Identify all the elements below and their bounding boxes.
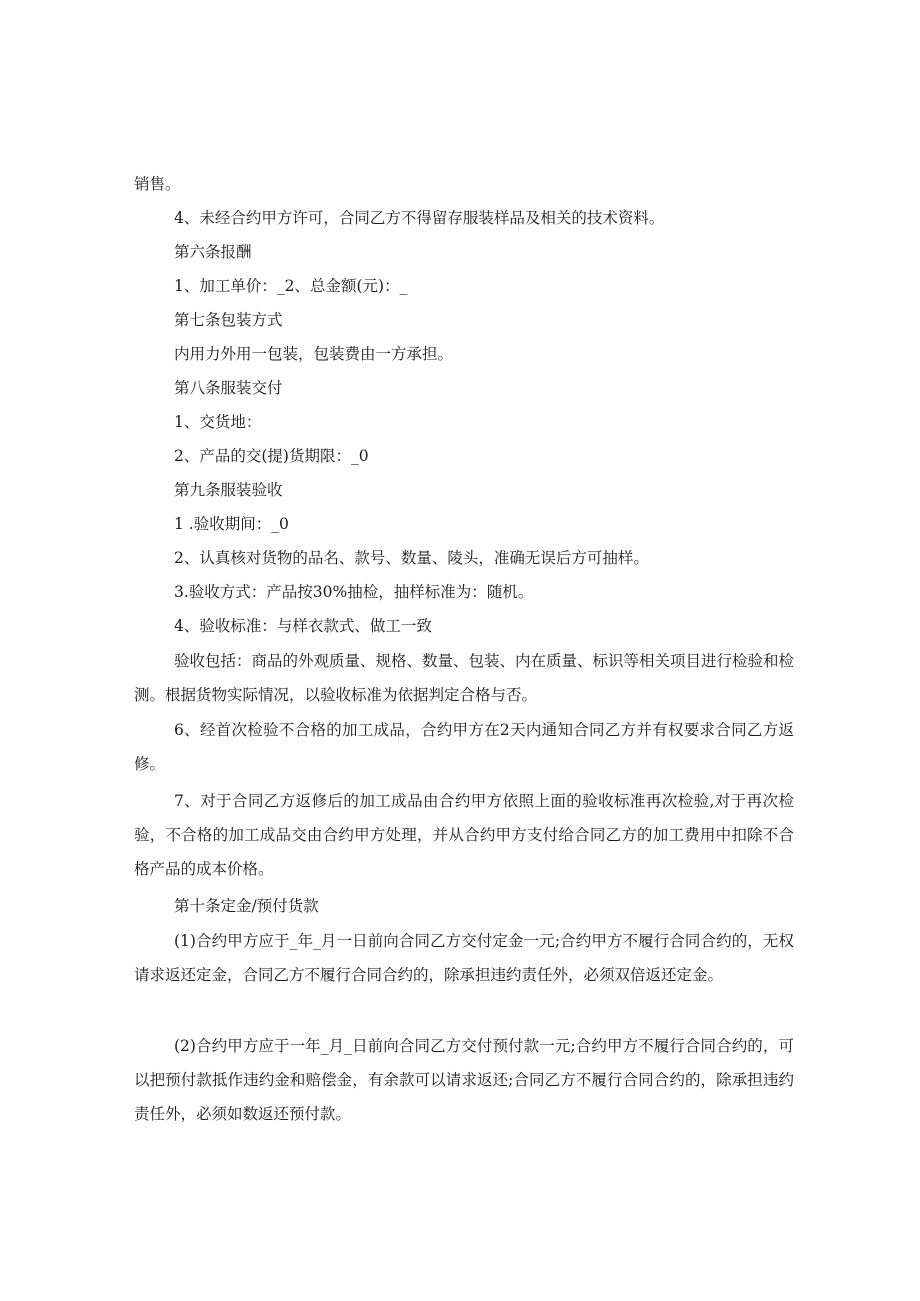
clause-10-2: (2)合约甲方应于一年_月_日前向合同乙方交付预付款一元;合约甲方不履行合同合约的，可以把预付款抵作违约金和赔偿金，有余款可以请求返还;合同乙方不履行合同合约的，除承担违约责任外，必须如数返还预付款。	[134, 1037, 794, 1123]
clause-9-1: 1 .验收期间：_0	[174, 515, 289, 533]
clause-5-4: 4、未经合约甲方许可，合同乙方不得留存服装样品及相关的技术资料。	[174, 209, 665, 227]
article-8-heading: 第八条服装交付	[174, 379, 283, 397]
clause-9-2: 2、认真核对货物的品名、款号、数量、陵头，准确无误后方可抽样。	[174, 549, 649, 567]
clause-9-7: 7、对于合同乙方返修后的加工成品由合约甲方依照上面的验收标准再次检验,对于再次检验，不合格的加工成品交由合约甲方处理，并从合约甲方支付给合同乙方的加工费用中扣除不合格产品的成本价格。	[134, 792, 794, 878]
clause-8-2: 2、产品的交(提)货期限：_0	[174, 447, 369, 465]
clause-10-1: (1)合约甲方应于_年_月一日前向合同乙方交付定金一元;合约甲方不履行合同合约的，无权请求返还定金，合同乙方不履行合同合约的，除承担违约责任外，必须双倍返还定金。	[134, 932, 794, 984]
article-10-heading: 第十条定金/预付货款	[174, 897, 319, 915]
clause-6-1: 1、加工单价：_2、总金额(元)：_	[174, 277, 408, 295]
paragraph-sale-end: 销售。	[134, 175, 181, 193]
clause-9-6: 6、经首次检验不合格的加工成品，合约甲方在2天内通知合同乙方并有权要求合同乙方返修。	[134, 721, 794, 773]
article-6-heading: 第六条报酬	[174, 243, 252, 261]
clause-8-1: 1、交货地：	[174, 413, 262, 431]
article-7-heading: 第七条包装方式	[174, 311, 283, 329]
clause-9-4: 4、验收标准：与样衣款式、做工一致	[174, 617, 432, 635]
article-9-heading: 第九条服装验收	[174, 481, 283, 499]
clause-9-3: 3.验收方式：产品按30%抽检，抽样标准为：随机。	[174, 583, 534, 601]
clause-9-scope: 验收包括：商品的外观质量、规格、数量、包装、内在质量、标识等相关项目进行检验和检测。根据货物实际情况，以验收标准为依据判定合格与否。	[134, 652, 795, 704]
clause-7-body: 内用力外用一包装，包装费由一方承担。	[174, 345, 454, 363]
